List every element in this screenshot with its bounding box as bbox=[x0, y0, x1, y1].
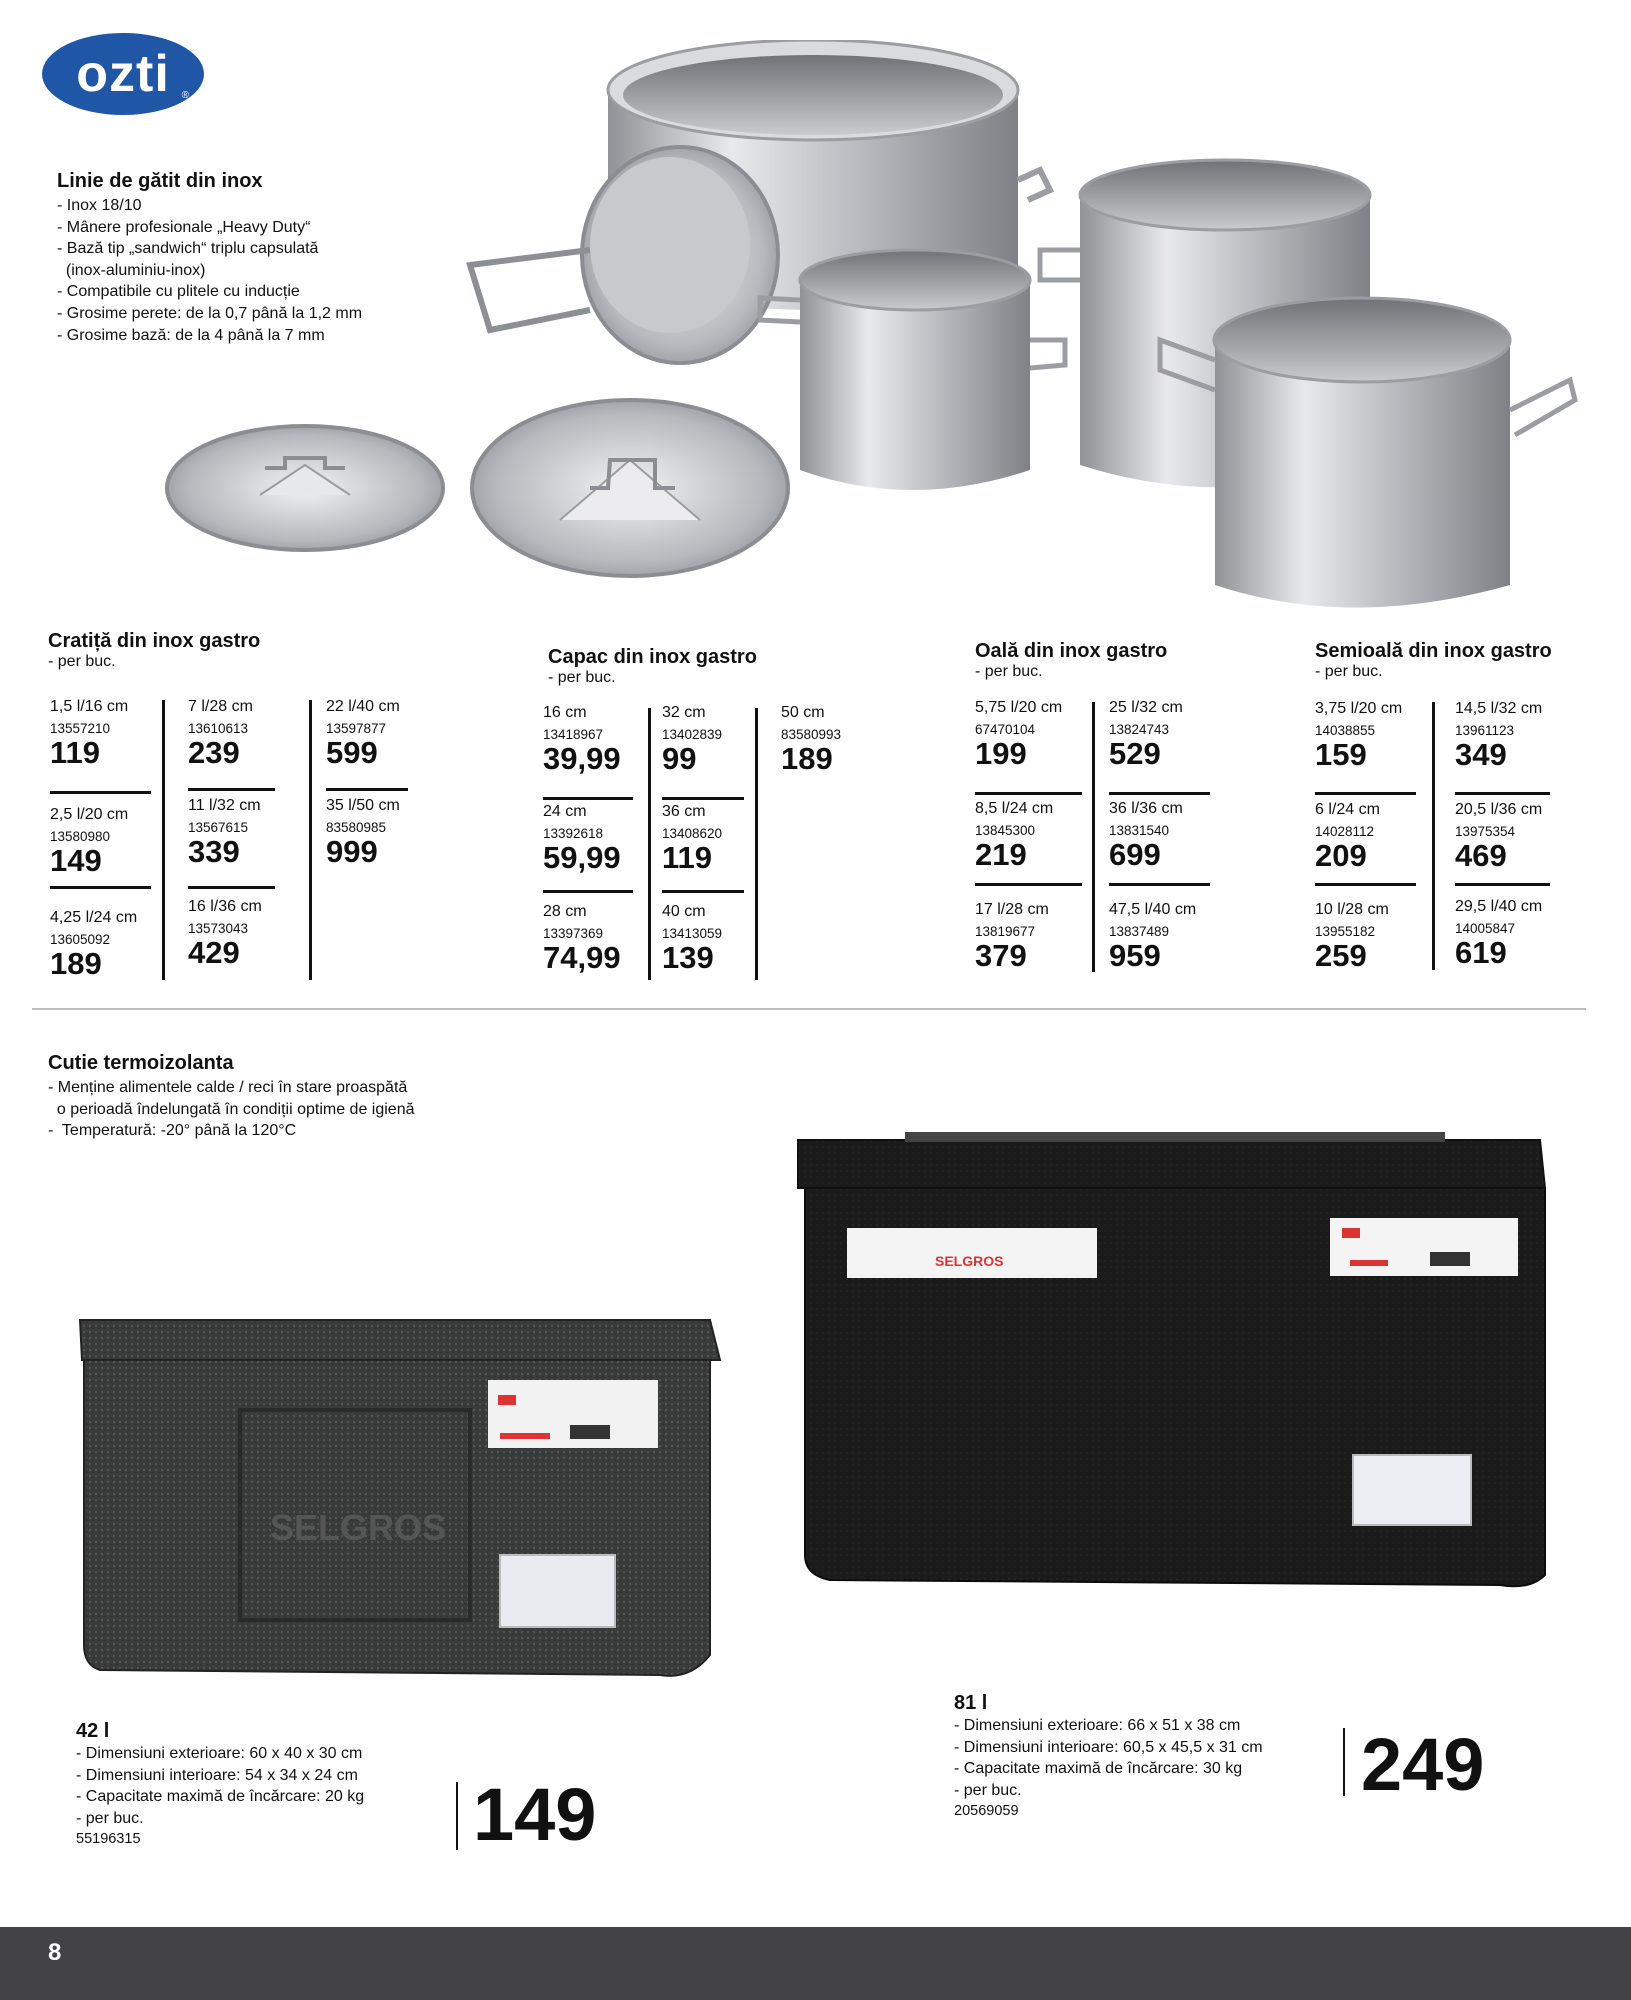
divider bbox=[543, 797, 633, 800]
price-cell bbox=[543, 903, 661, 975]
spec-line: - per buc. bbox=[76, 1809, 144, 1827]
divider bbox=[975, 883, 1082, 886]
product-code: 13819677 bbox=[975, 924, 1036, 939]
size-label: 16 l/36 cm bbox=[188, 898, 262, 915]
price-cell bbox=[1109, 699, 1227, 771]
price-cell bbox=[1315, 901, 1433, 973]
price-cell bbox=[188, 898, 306, 970]
size-label: 7 l/28 cm bbox=[188, 698, 253, 715]
price-cell bbox=[188, 698, 306, 770]
product-code: 13413059 bbox=[662, 926, 723, 941]
divider bbox=[162, 700, 165, 980]
product-cratita bbox=[48, 630, 260, 671]
price-cell bbox=[662, 704, 780, 776]
price-cell bbox=[326, 698, 444, 770]
size-label: 17 l/28 cm bbox=[975, 901, 1049, 918]
cooler-bullet: - Temperatură: -20° până la 120°C bbox=[48, 1122, 297, 1140]
price: 619 bbox=[1455, 935, 1507, 970]
tilted-pan bbox=[470, 147, 778, 363]
product-code: 13573043 bbox=[188, 921, 249, 936]
price-cell bbox=[662, 903, 780, 975]
divider bbox=[662, 797, 744, 800]
product-code: 13605092 bbox=[50, 932, 111, 947]
price: 469 bbox=[1455, 838, 1507, 873]
price: 39,99 bbox=[543, 741, 621, 776]
size-label: 6 l/24 cm bbox=[1315, 801, 1380, 818]
intro-bullet: - Grosime bază: de la 4 până la 7 mm bbox=[57, 326, 325, 344]
price-cell bbox=[50, 909, 168, 981]
price: 259 bbox=[1315, 938, 1367, 973]
product-semioala bbox=[1315, 640, 1552, 681]
price: 139 bbox=[662, 940, 714, 975]
lid-large bbox=[472, 400, 788, 576]
intro-bullet: - Mânere profesionale „Heavy Duty“ bbox=[57, 218, 311, 236]
price: 149 bbox=[473, 1773, 597, 1856]
price: 999 bbox=[326, 834, 378, 869]
divider bbox=[662, 890, 744, 893]
product-code: 13408620 bbox=[662, 826, 723, 841]
price: 119 bbox=[50, 735, 101, 770]
price: 99 bbox=[662, 741, 697, 776]
price: 59,99 bbox=[543, 840, 621, 875]
price: 529 bbox=[1109, 736, 1161, 771]
cooler-81l-image bbox=[790, 1120, 1560, 1600]
divider bbox=[1343, 1728, 1345, 1796]
product-code: 13610613 bbox=[188, 721, 249, 736]
price: 959 bbox=[1109, 938, 1161, 973]
price: 379 bbox=[975, 938, 1027, 973]
product-code: 13418967 bbox=[543, 727, 604, 742]
price: 209 bbox=[1315, 838, 1367, 873]
product-title: Cratiță din inox gastro bbox=[48, 630, 261, 652]
divider bbox=[1315, 883, 1416, 886]
product-title: Oală din inox gastro bbox=[975, 640, 1168, 662]
divider bbox=[50, 791, 151, 794]
cookware-illustration bbox=[160, 40, 1580, 620]
size-label: 11 l/32 cm bbox=[188, 797, 261, 814]
size-label: 36 cm bbox=[662, 803, 706, 820]
divider bbox=[648, 708, 651, 980]
size-label: 35 l/50 cm bbox=[326, 797, 400, 814]
divider bbox=[543, 890, 633, 893]
size-label: 4,25 l/24 cm bbox=[50, 909, 138, 926]
embossed-brand: SELGROS bbox=[270, 1507, 447, 1548]
size-label: 10 l/28 cm bbox=[1315, 901, 1389, 918]
price-cell bbox=[188, 797, 306, 869]
price-cell bbox=[975, 901, 1093, 973]
price-cell bbox=[1455, 898, 1573, 970]
product-unit: - per buc. bbox=[548, 669, 616, 686]
size-label: 50 cm bbox=[781, 704, 825, 721]
divider bbox=[1432, 702, 1435, 970]
volume-label: 42 l bbox=[76, 1720, 110, 1742]
price-cell bbox=[1455, 801, 1573, 873]
price-cell bbox=[50, 806, 168, 878]
size-label: 16 cm bbox=[543, 704, 587, 721]
spec-line: - Dimensiuni exterioare: 66 x 51 x 38 cm bbox=[954, 1717, 1241, 1734]
intro-title: Linie de gătit din inox bbox=[57, 170, 263, 192]
product-code: 83580985 bbox=[326, 820, 387, 835]
spec-line: - Dimensiuni interioare: 60,5 x 45,5 x 31 cm bbox=[954, 1738, 1263, 1756]
price-cell bbox=[50, 698, 168, 770]
price: 249 bbox=[1361, 1723, 1485, 1806]
product-code: 13580980 bbox=[50, 829, 111, 844]
price: 119 bbox=[662, 840, 713, 875]
price-cell bbox=[975, 800, 1093, 872]
divider bbox=[1109, 792, 1210, 795]
product-code: 13845300 bbox=[975, 823, 1036, 838]
price: 349 bbox=[1455, 737, 1507, 772]
price: 699 bbox=[1109, 837, 1161, 872]
cooler-bullet: - Menține alimentele calde / reci în stare proaspătă bbox=[48, 1079, 408, 1096]
intro-bullet: - Compatibile cu plitele cu inducție bbox=[57, 283, 300, 301]
product-code: 83580993 bbox=[781, 727, 842, 742]
divider bbox=[1109, 883, 1210, 886]
product-code: 13597877 bbox=[326, 721, 387, 736]
half-pot bbox=[1160, 298, 1575, 608]
product-oala bbox=[975, 640, 1167, 681]
intro-bullet: - Inox 18/10 bbox=[57, 197, 142, 214]
size-label: 5,75 l/20 cm bbox=[975, 699, 1063, 716]
spec-line: - Capacitate maximă de încărcare: 30 kg bbox=[954, 1760, 1243, 1778]
size-label: 47,5 l/40 cm bbox=[1109, 901, 1197, 918]
price: 239 bbox=[188, 735, 240, 770]
size-label: 20,5 l/36 cm bbox=[1455, 801, 1543, 818]
size-label: 40 cm bbox=[662, 903, 706, 920]
product-code: 13392618 bbox=[543, 826, 604, 841]
cooler-42l-image bbox=[70, 1300, 730, 1690]
price-cell bbox=[1109, 800, 1227, 872]
divider bbox=[309, 700, 312, 980]
size-label: 2,5 l/20 cm bbox=[50, 806, 129, 823]
product-unit: - per buc. bbox=[1315, 663, 1383, 680]
intro-bullet: (inox-aluminiu-inox) bbox=[57, 261, 206, 279]
divider bbox=[1455, 792, 1550, 795]
spec-line: - Dimensiuni exterioare: 60 x 40 x 30 cm bbox=[76, 1745, 363, 1762]
section-divider bbox=[32, 1008, 1586, 1010]
size-label: 8,5 l/24 cm bbox=[975, 800, 1054, 817]
divider bbox=[975, 792, 1082, 795]
product-capac bbox=[548, 646, 757, 687]
spec-line: - per buc. bbox=[954, 1781, 1022, 1799]
size-label: 25 l/32 cm bbox=[1109, 699, 1183, 716]
size-label: 28 cm bbox=[543, 903, 587, 920]
price-cell bbox=[1455, 700, 1573, 772]
product-unit: - per buc. bbox=[48, 653, 116, 670]
product-code: 67470104 bbox=[975, 722, 1036, 737]
label-brand: SELGROS bbox=[935, 1253, 1004, 1269]
divider bbox=[1092, 702, 1095, 972]
divider bbox=[50, 886, 151, 889]
registered-mark: ® bbox=[181, 90, 190, 101]
volume-label: 81 l bbox=[954, 1692, 988, 1714]
divider bbox=[755, 708, 758, 980]
price: 74,99 bbox=[543, 940, 621, 975]
product-code: 13402839 bbox=[662, 727, 723, 742]
price-cell bbox=[662, 803, 780, 875]
product-code: 13975354 bbox=[1455, 824, 1516, 839]
product-code: 14038855 bbox=[1315, 723, 1376, 738]
lid-small bbox=[167, 426, 443, 550]
divider bbox=[188, 788, 275, 791]
price: 189 bbox=[781, 741, 833, 776]
product-code: 13567615 bbox=[188, 820, 249, 835]
spec-line: - Dimensiuni interioare: 54 x 34 x 24 cm bbox=[76, 1766, 358, 1784]
product-code: 14005847 bbox=[1455, 921, 1516, 936]
price-cell bbox=[975, 699, 1093, 771]
divider bbox=[1315, 792, 1416, 795]
product-code: 13557210 bbox=[50, 721, 111, 736]
cooler-81l-details bbox=[954, 1692, 1354, 1819]
size-label: 1,5 l/16 cm bbox=[50, 698, 129, 715]
size-label: 32 cm bbox=[662, 704, 706, 721]
cooler-title: Cutie termoizolanta bbox=[48, 1052, 234, 1074]
size-label: 24 cm bbox=[543, 803, 587, 820]
price-cell bbox=[1315, 801, 1433, 873]
divider bbox=[326, 788, 408, 791]
divider bbox=[456, 1782, 458, 1850]
divider bbox=[188, 886, 275, 889]
price-cell bbox=[1315, 700, 1433, 772]
size-label: 29,5 l/40 cm bbox=[1455, 898, 1543, 915]
product-code: 13837489 bbox=[1109, 924, 1170, 939]
product-code: 55196315 bbox=[76, 1831, 141, 1848]
price-cell bbox=[781, 704, 899, 776]
size-label: 36 l/36 cm bbox=[1109, 800, 1183, 817]
cooler-bullets bbox=[48, 1077, 608, 1142]
price: 189 bbox=[50, 946, 102, 981]
product-code: 13961123 bbox=[1455, 723, 1515, 738]
price: 159 bbox=[1315, 737, 1367, 772]
intro-bullet: - Bază tip „sandwich“ triplu capsulată bbox=[57, 240, 319, 258]
product-title: Capac din inox gastro bbox=[548, 646, 757, 668]
logo-text: ozti bbox=[76, 45, 170, 103]
price: 339 bbox=[188, 834, 240, 869]
size-label: 14,5 l/32 cm bbox=[1455, 700, 1543, 717]
divider bbox=[1455, 883, 1550, 886]
price: 149 bbox=[50, 843, 102, 878]
product-code: 13397369 bbox=[543, 926, 604, 941]
cooler-bullet: o perioadă îndelungată în condiții optime de igienă bbox=[48, 1100, 415, 1118]
product-code: 20569059 bbox=[954, 1803, 1019, 1820]
price-cell bbox=[543, 803, 661, 875]
intro-bullet: - Grosime perete: de la 0,7 până la 1,2 mm bbox=[57, 304, 363, 322]
spec-line: - Capacitate maximă de încărcare: 20 kg bbox=[76, 1788, 365, 1806]
size-label: 3,75 l/20 cm bbox=[1315, 700, 1403, 717]
size-label: 22 l/40 cm bbox=[326, 698, 400, 715]
cooler-intro bbox=[48, 1052, 608, 1142]
price: 199 bbox=[975, 736, 1027, 771]
product-unit: - per buc. bbox=[975, 663, 1043, 680]
price: 599 bbox=[326, 735, 378, 770]
page-number: 8 bbox=[48, 1939, 62, 1966]
price: 219 bbox=[975, 837, 1027, 872]
product-code: 13831540 bbox=[1109, 823, 1170, 838]
price: 429 bbox=[188, 935, 240, 970]
product-title: Semioală din inox gastro bbox=[1315, 640, 1552, 662]
footer-bar bbox=[0, 1927, 1631, 2000]
price-cell bbox=[326, 797, 444, 869]
medium-pot bbox=[760, 250, 1065, 490]
cooler-42l-details bbox=[76, 1720, 476, 1847]
price-cell bbox=[1109, 901, 1227, 973]
product-code: 13955182 bbox=[1315, 924, 1376, 939]
product-code: 13824743 bbox=[1109, 722, 1170, 737]
product-code: 14028112 bbox=[1315, 824, 1375, 839]
price-cell bbox=[543, 704, 661, 776]
